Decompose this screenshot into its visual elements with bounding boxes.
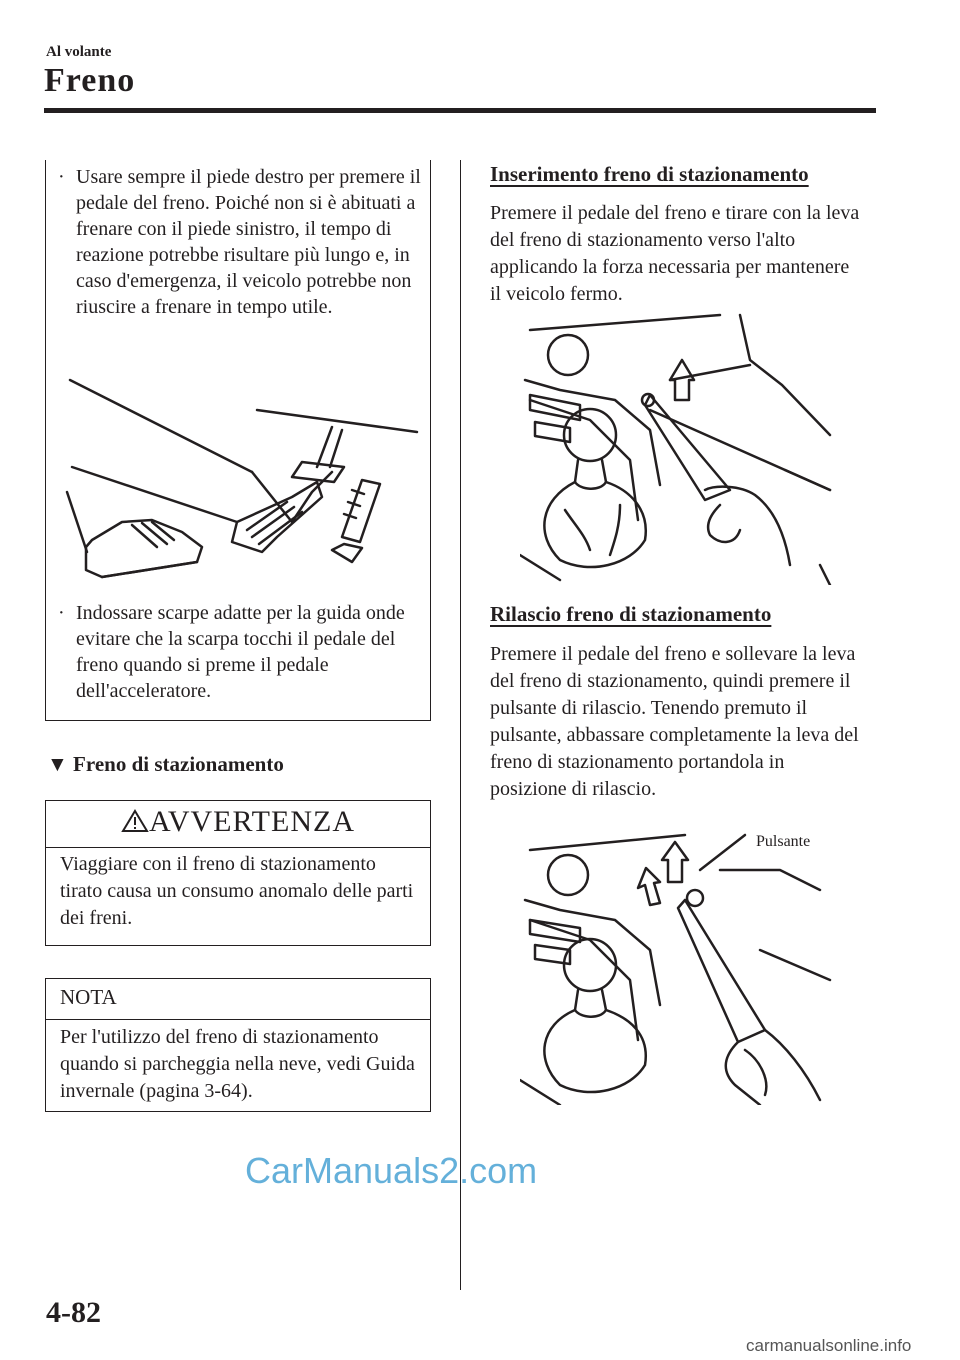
section-label: Al volante xyxy=(46,44,112,60)
pedal-foot-illustration xyxy=(62,372,422,597)
bullet-dot: · xyxy=(58,602,65,624)
footer-site: carmanualsonline.info xyxy=(746,1336,912,1355)
note-box xyxy=(45,978,431,1112)
caution-bullet-1 xyxy=(58,164,426,320)
engage-body: Premere il pedale del freno e tirare con la leva del freno di stazionamento verso l'alto applicando la forza necessaria per mantenere il veicolo fermo. xyxy=(490,202,860,305)
section-heading xyxy=(47,752,284,777)
parking-lever-engage-illustration xyxy=(520,310,835,585)
warning-body: Viaggiare con il freno di stazionamento tirato causa un consumo anomalo delle parti dei freni. xyxy=(60,853,414,929)
parking-lever-release-illustration xyxy=(520,830,835,1105)
note-separator xyxy=(46,1019,430,1020)
release-body: Premere il pedale del freno e sollevare la leva del freno di stazionamento, quindi premere il pulsante di rilascio. Tenendo premuto il pulsante, abbassare completamente la leva del freno di stazionamento portandola in posizione di rilascio. xyxy=(490,643,859,800)
warning-triangle-icon xyxy=(121,809,149,833)
caution-bullet-1-text: Usare sempre il piede destro per premere il pedale del freno. Poiché non si è abituati a frenare con il piede sinistro, il tempo di reazione potrebbe risultare più lungo e, in caso d'emergenza, il veicolo potrebbe non riuscire a frenare in tempo utile. xyxy=(76,166,421,318)
page-title: Freno xyxy=(44,62,136,99)
note-body: Per l'utilizzo del freno di stazionamento quando si parcheggia nella neve, vedi Guida invernale (pagina 3-64). xyxy=(60,1026,415,1102)
triangle-marker-icon: ▼ xyxy=(47,752,68,776)
column-divider xyxy=(460,160,461,1290)
page-number: 4-82 xyxy=(46,1296,101,1329)
caution-bullet-2-text: Indossare scarpe adatte per la guida onde evitare che la scarpa tocchi il pedale del freno quando si preme il pedale dell'acceleratore. xyxy=(76,602,405,702)
note-title: NOTA xyxy=(60,985,117,1009)
caution-bullet-2 xyxy=(58,600,426,704)
engage-heading: Inserimento freno di stazionamento xyxy=(490,162,809,186)
pulsante-callout: Pulsante xyxy=(756,833,811,850)
warning-title xyxy=(46,805,430,839)
watermark: CarManuals2.com xyxy=(245,1150,538,1191)
warning-separator xyxy=(46,847,430,848)
section-heading-text: Freno di stazionamento xyxy=(73,752,284,776)
bullet-dot: · xyxy=(58,166,65,188)
release-heading: Rilascio freno di stazionamento xyxy=(490,602,772,626)
header-rule xyxy=(44,108,876,113)
warning-box xyxy=(45,800,431,946)
warning-title-text: AVVERTENZA xyxy=(149,805,355,838)
